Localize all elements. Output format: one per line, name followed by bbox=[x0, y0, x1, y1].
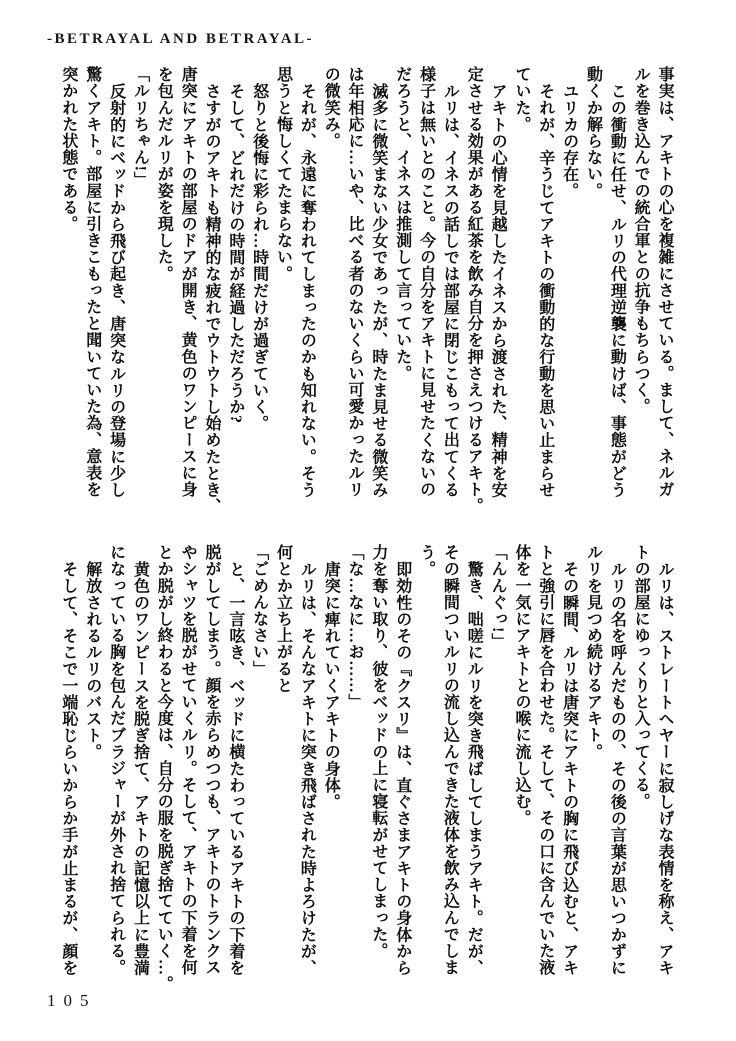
text-line: 「な…なに…お……」 bbox=[346, 544, 364, 710]
text-line: ルリの名を呼んだものの、その後の言葉が思いつかずに bbox=[608, 561, 626, 976]
text-line: この衝動に任せ、ルリの代理逆襲に動けば、事態がどう bbox=[608, 83, 626, 498]
text-line: アキトの心情を見越したイネスから渡された、精神を安 bbox=[489, 83, 507, 498]
text-line: は年相応に…いや、比べる者のないくらい可愛かったルリ bbox=[346, 66, 364, 498]
text-line: そして、どれだけの時間が経過しただろうか? bbox=[226, 83, 244, 424]
text-line: トと強引に唇を合わせた。そして、その口に含んでいた液 bbox=[536, 544, 554, 976]
text-line: 思うと悔しくてたまらない。 bbox=[274, 66, 292, 282]
text-line: 反射的にベッドから飛び起き、唐突なルリの登場に少し bbox=[107, 83, 125, 498]
text-line: それが、辛うじてアキトの衝動的な行動を思い止まらせ bbox=[536, 83, 554, 498]
text-line: 怒りと後悔に彩られ…時間だけが過ぎていく。 bbox=[250, 83, 268, 432]
text-line: と、一言呟き、ベッドに横たわっているアキトの下着を bbox=[226, 561, 244, 976]
text-line: さすがのアキトも精神的な疲れでウトウトし始めたとき、 bbox=[202, 83, 220, 515]
text-line: 力を奪い取り、彼をベッドの上に寝転がせてしまった。 bbox=[369, 544, 387, 959]
text-line: 唐突に痺れていくアキトの身体。 bbox=[322, 561, 340, 810]
text-line: それが、永遠に奪われてしまったのかも知れない。そう bbox=[298, 83, 316, 498]
text-line: ユリカの存在。 bbox=[560, 83, 578, 200]
text-line: 様子は無いとのこと。今の自分をアキトに見せたくないの bbox=[417, 66, 435, 498]
text-line: になっている胸を包んだブラジャーが外され捨てられる。 bbox=[107, 544, 125, 976]
text-line: 黄色のワンピースを脱ぎ捨て、アキトの記憶以上に豊満 bbox=[131, 561, 149, 976]
text-line: ルリは、ストレートヘヤーに寂しげな表情を称え、アキ bbox=[656, 561, 673, 976]
text-line: その瞬間ついルリの流し込んできた液体を飲み込んでしま bbox=[441, 544, 459, 976]
page-number: 105 bbox=[47, 991, 97, 1010]
text-line: 驚くアキト。部屋に引きこもったと聞いていた為、意表を bbox=[83, 66, 101, 498]
text-line: だろうと、イネスは推測して言っていた。 bbox=[393, 66, 411, 382]
text-line: 即効性のその『クスリ』は、直ぐさまアキトの身体から bbox=[393, 561, 411, 976]
text-line: ていた。 bbox=[512, 66, 530, 133]
text-line: 滅多に微笑まない少女であったが、時たま見せる微笑み bbox=[369, 83, 387, 498]
text-line: ルを巻き込んでの統合軍との抗争もちらつく。 bbox=[632, 66, 650, 415]
text-line: ルリは、そんなアキトに突き飛ばされた時よろけたが、 bbox=[298, 561, 316, 976]
text-line: 動くか解らない。 bbox=[584, 66, 602, 199]
running-header: -BETRAYAL AND BETRAYAL- bbox=[47, 31, 315, 47]
text-line: トの部屋にゆっくりと入ってくる。 bbox=[632, 544, 650, 810]
text-line: 事実は、アキトの心を複雑にさせている。まして、ネルガ bbox=[656, 66, 673, 498]
text-line: 何とか立ち上がると bbox=[274, 544, 292, 694]
text-line: を包んだルリが姿を現した。 bbox=[155, 66, 173, 282]
text-line: 唐突にアキトの部屋のドアが開き、黄色のワンピースに身 bbox=[179, 66, 197, 498]
text-line: 突かれた状態である。 bbox=[59, 66, 77, 232]
text-line: 「ごめんなさい」 bbox=[250, 544, 268, 677]
text-line: ルリを見つめ続けるアキト。 bbox=[584, 544, 602, 760]
text-line: 「んんぐっ!」 bbox=[489, 544, 507, 650]
text-line: とか脱がし終わると今度は、自分の服を脱ぎ捨てていく…。 bbox=[155, 544, 173, 993]
text-line: 解放されるルリのバスト。 bbox=[83, 561, 101, 761]
text-line: 「ルリちゃん!」 bbox=[131, 66, 149, 189]
text-line: の微笑み。 bbox=[322, 66, 340, 149]
text-line: 脱がしてしまう。顔を赤らめつつも、アキトのトランクス bbox=[202, 544, 220, 976]
text-line: 体を一気にアキトとの喉に流し込む。 bbox=[512, 544, 530, 827]
text-line: 定させる効果がある紅茶を飲み自分を押さえつけるアキト。 bbox=[465, 66, 483, 515]
upper-text-block bbox=[55, 66, 676, 522]
text-line: そして、そこで一端恥じらいからか手が止まるが、顔を bbox=[59, 561, 77, 976]
text-line: 驚き、咄嗟にルリを突き飛ばしてしまうアキト。だが、 bbox=[465, 561, 483, 976]
text-line: その瞬間、ルリは唐突にアキトの胸に飛び込むと、アキ bbox=[560, 561, 578, 976]
text-line: う。 bbox=[417, 544, 435, 578]
lower-text-block bbox=[55, 544, 676, 996]
text-line: ルリは、イネスの話しでは部屋に閉じこもって出てくる bbox=[441, 83, 459, 498]
text-line: やシャツを脱がせていくルリ。そして、アキトの下着を何 bbox=[179, 544, 197, 976]
